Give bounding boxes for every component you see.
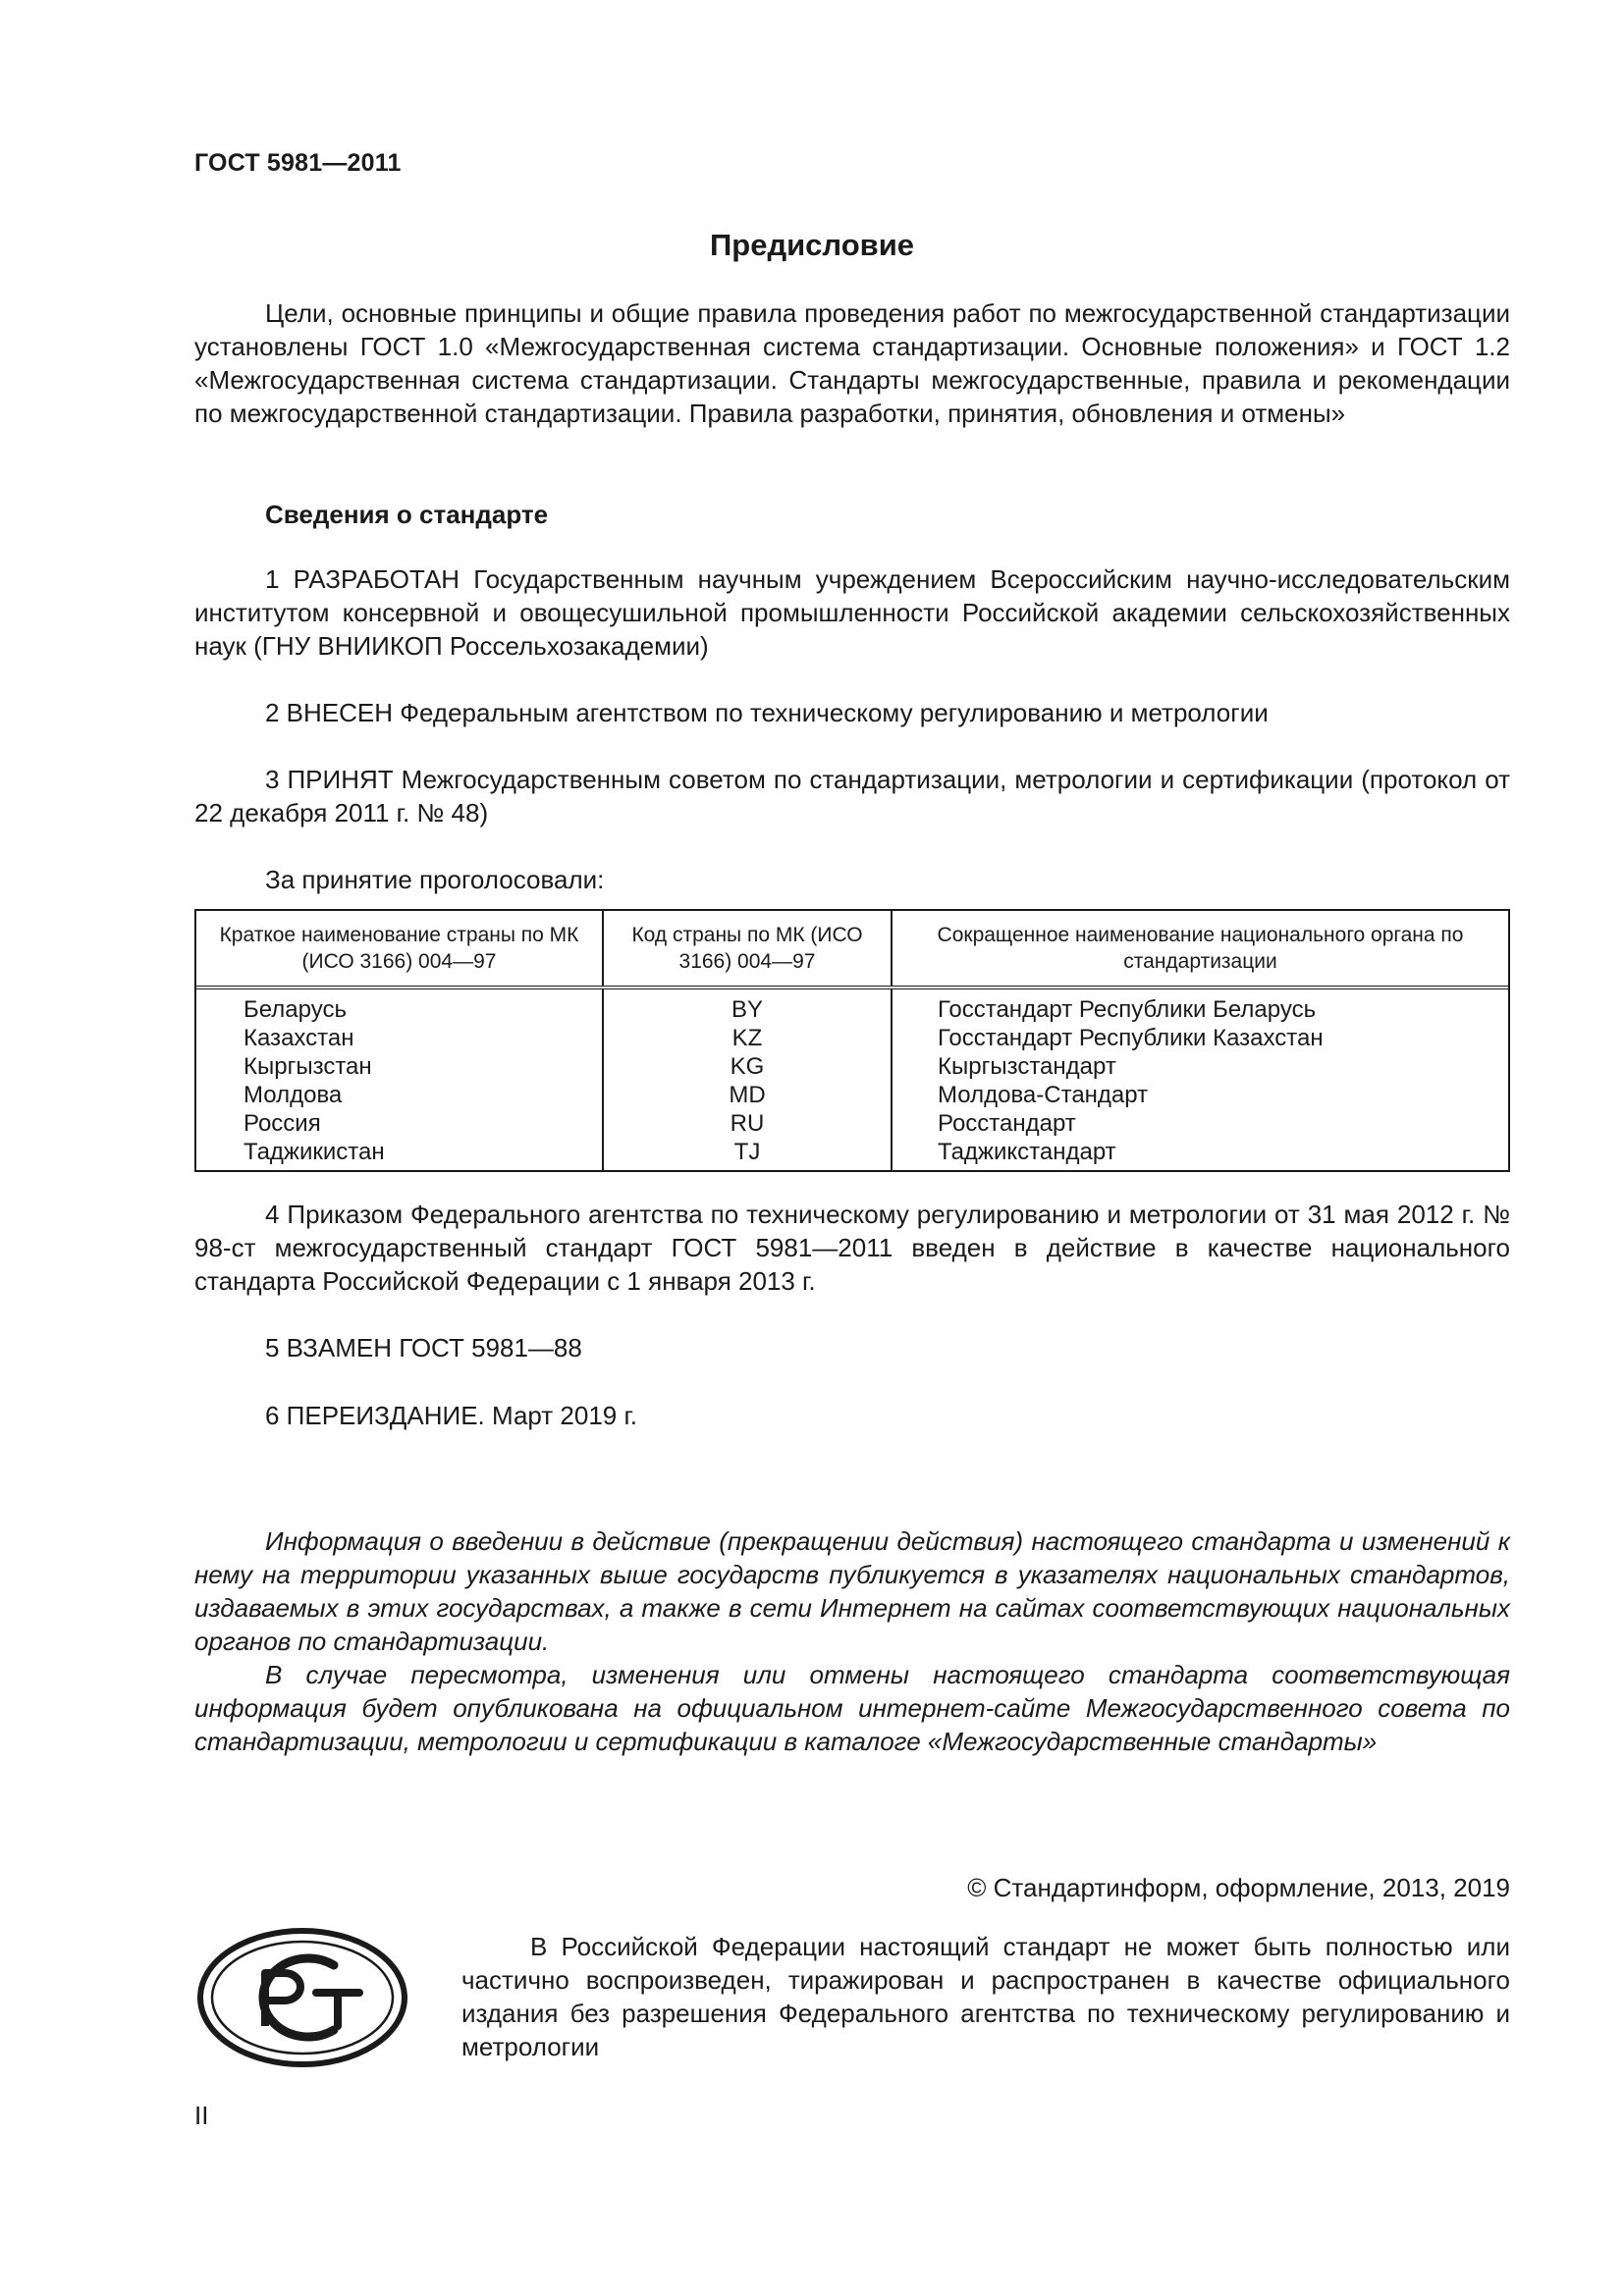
standards-body: Госстандарт Республики Казахстан [938,1025,1324,1051]
table-row [196,988,1508,1170]
item-reissue: 6 ПЕРЕИЗДАНИЕ. Март 2019 г. [265,1401,638,1430]
vote-caption: За принятие проголосовали: [265,865,605,894]
copyright-notice: В Российской Федерации настоящий стандарт не может быть полностью или частично воспроизведен, тиражирован и распространен в качестве официального издания без разрешения Федерального агентства по техническому регулированию и метрологии [461,1932,1510,2061]
country-code: KG [730,1053,765,1080]
code-column [603,988,892,1170]
country-code: KZ [731,1025,763,1051]
country-name: Кыргызстан [244,1053,372,1080]
standards-body: Госстандарт Республики Беларусь [938,996,1317,1023]
note-introduction: Информация о введении в действие (прекращении действия) настоящего стандарта и изменений к нему на территории указанных выше государств публикуется в указателях национальных стандартов, издаваемых в этих государствах, а также в сети Интернет на сайтах соответствующих национальных органов по стандартизации. [194,1526,1510,1656]
country-name: Беларусь [244,996,347,1023]
country-column [196,988,603,1170]
country-code: TJ [733,1139,761,1165]
standards-body-column [892,988,1508,1170]
note-revision: В случае пересмотра, изменения или отмены настоящего стандарта соответствующая информация будет опубликована на официальном интернет-сайте Межгосударственного совета по стандартизации, метрологии и сертификации в каталоге «Межгосударственные стандарты» [194,1660,1510,1756]
country-code: RU [730,1110,765,1137]
copyright-line: © Стандартинформ, оформление, 2013, 2019 [967,1873,1510,1902]
intro-paragraph: Цели, основные принципы и общие правила проведения работ по межгосударственной стандартизации установлены ГОСТ 1.0 «Межгосударственная система стандартизации. Основные положения» и ГОСТ 1.2 «Межгосударственная система стандартизации. Стандарты межгосударственные, правила и рекомендации по межгосударственной стандартизации. Правила разработки, принятия, обновления и отмены» [194,298,1510,428]
header-country-code: Код страны по МК (ИСО 3166) 004—97 [603,911,892,988]
country-name: Молдова [244,1082,343,1108]
standards-body: Кыргызстандарт [938,1053,1116,1080]
voting-table [194,909,1510,1172]
item-developed: 1 РАЗРАБОТАН Государственным научным учреждением Всероссийским научно-исследовательским институтом консервной и овощесушильной промышленности Российской академии сельскохозяйственных наук (ГНУ ВНИИКОП Россельхозакадемии) [194,564,1510,661]
country-name: Россия [244,1110,321,1137]
page-title: Предисловие [709,228,914,262]
italic-notes [194,1524,1510,1758]
header-standards-body: Сокращенное наименование национального органа по стандартизации [892,911,1508,988]
item-introduced: 2 ВНЕСЕН Федеральным агентством по техническому регулированию и метрологии [265,698,1269,727]
pct-certification-mark-icon [194,1924,410,2071]
standards-body: Молдова-Стандарт [938,1082,1149,1108]
country-code: MD [729,1082,766,1108]
item-adopted: 3 ПРИНЯТ Межгосударственным советом по стандартизации, метрологии и сертификации (протокол от 22 декабря 2011 г. № 48) [194,765,1510,828]
section-heading: Сведения о стандарте [265,500,549,529]
standards-body: Таджикстандарт [938,1139,1116,1165]
country-name: Казахстан [244,1025,354,1051]
header-country-name: Краткое наименование страны по МК (ИСО 3166) 004—97 [196,911,603,988]
document-id: ГОСТ 5981—2011 [194,149,402,177]
item-replaces: 5 ВЗАМЕН ГОСТ 5981—88 [265,1333,582,1362]
country-code: BY [731,996,763,1023]
page-number: II [194,2101,209,2130]
country-name: Таджикистан [244,1139,385,1165]
item-order: 4 Приказом Федерального агентства по техническому регулированию и метрологии от 31 мая 2012 г. № 98-ст межгосударственный стандарт ГОСТ 5981—2011 введен в действие в качестве национального стандарта Российской Федерации с 1 января 2013 г. [194,1200,1510,1296]
standards-body: Росстандарт [938,1110,1076,1137]
